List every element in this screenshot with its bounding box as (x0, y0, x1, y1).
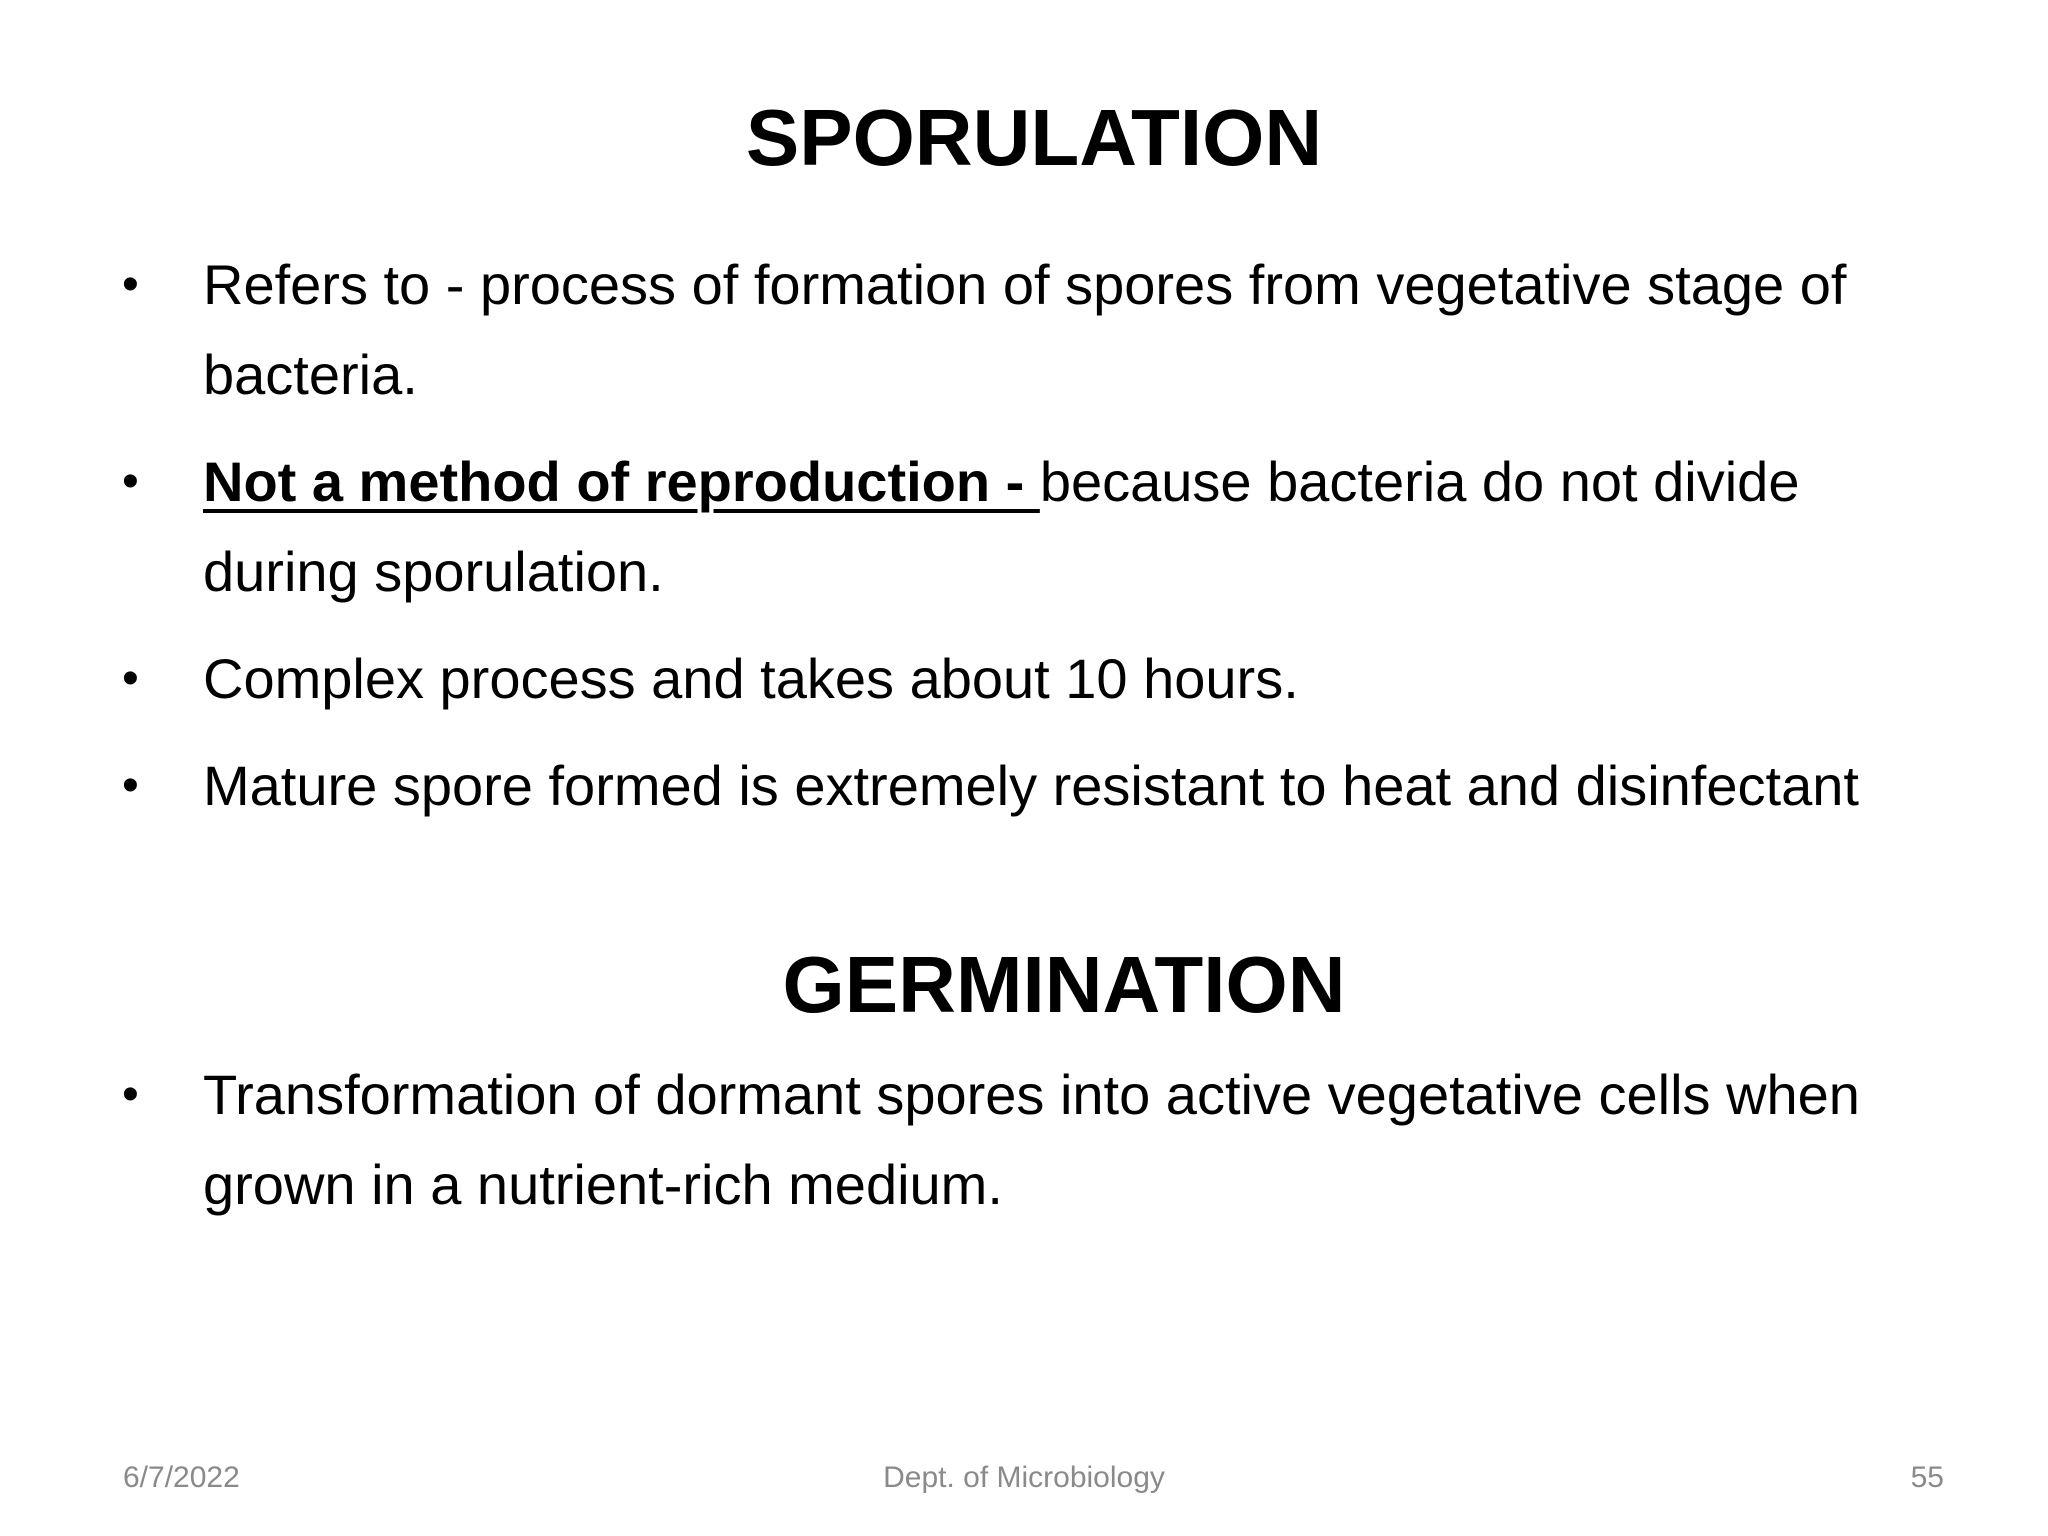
footer-date: 6/7/2022 (123, 1461, 240, 1494)
bullet-dot-icon: • (122, 759, 139, 812)
footer-page-number: 55 (1910, 1461, 1944, 1494)
bullet-dot-icon: • (122, 258, 139, 311)
bullet-rest-text: because bacteria do not divide during sporulation. (203, 450, 1800, 603)
bullet-text: Refers to - process of formation of spores from vegetative stage of bacteria. (203, 253, 1847, 406)
footer-department: Dept. of Microbiology (883, 1461, 1165, 1494)
bullet-dot-icon: • (122, 1068, 139, 1121)
bullet-dot-icon: • (122, 652, 139, 705)
bullet-emphasis: Not a method of reproduction - (203, 450, 1040, 513)
bullet-text: Transformation of dormant spores into active vegetative cells when grown in a nutrient-rich medium. (203, 1063, 1860, 1216)
bullet-text (203, 437, 1963, 617)
germination-title: GERMINATION (782, 940, 1346, 1029)
bullet-dot-icon: • (122, 455, 139, 508)
bullet-text: Complex process and takes about 10 hours. (203, 647, 1299, 710)
bullet-text: Mature spore formed is extremely resistant to heat and disinfectant (203, 754, 1859, 817)
sporulation-title: SPORULATION (745, 93, 1323, 182)
